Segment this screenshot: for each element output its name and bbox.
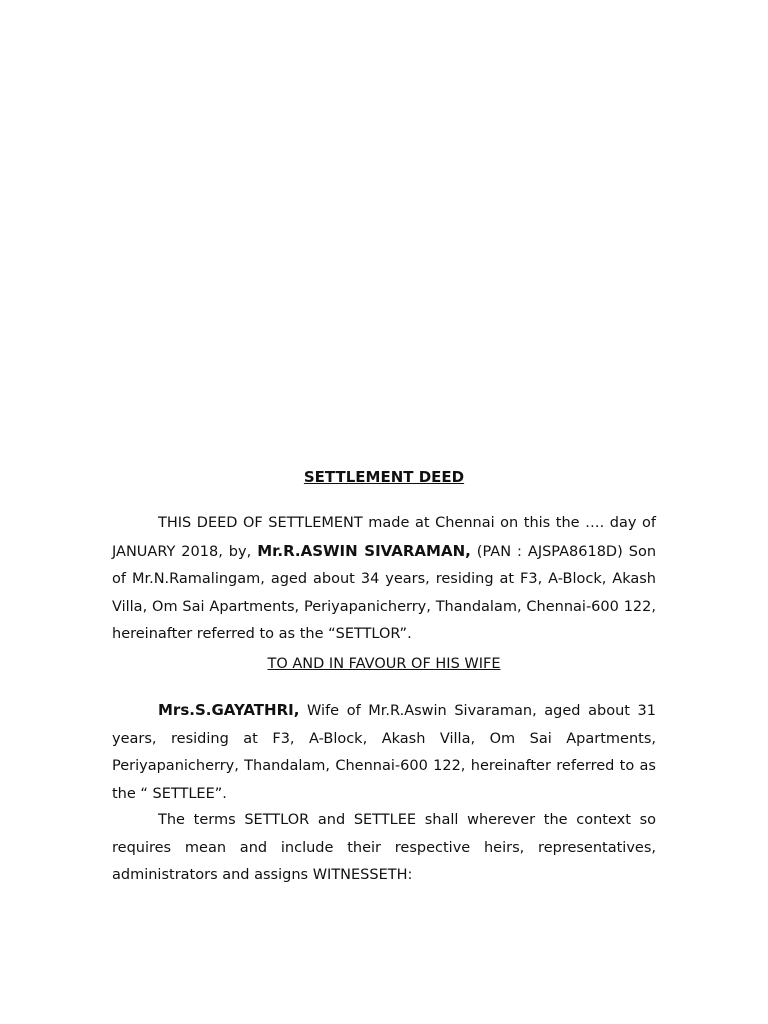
settlor-name: Mr.R.ASWIN SIVARAMAN, — [257, 541, 471, 560]
paragraph-settlor-text-b: (PAN : AJSPA8618D) Son of Mr.N.Ramalingam, aged about 34 years, residing at F3, A-Block, Akash Villa, Om Sai Apartments, Periyapanicherry, Thandalam, Chennai-600 122, hereinafter referred to as the “SETTLOR”. — [112, 543, 657, 643]
document-title: SETTLEMENT DEED — [303, 468, 465, 486]
paragraph-settlor — [112, 510, 656, 649]
paragraph-settlor-text-a: THIS DEED OF SETTLEMENT made at Chennai on this the …. day of JANUARY 2018, by, — [112, 515, 656, 560]
paragraph-terms-text: The terms SETTLOR and SETTLEE shall wherever the context so requires mean and include their respective heirs, representatives, administrators and assigns WITNESSETH: — [112, 812, 656, 884]
paragraph-terms — [112, 807, 656, 890]
settlee-name: Mrs.S.GAYATHRI, — [158, 701, 300, 719]
paragraph-settlee-text: Wife of Mr.R.Aswin Sivaraman, aged about 31 years, residing at F3, A-Block, Akash Villa, Om Sai Apartments, Periyapanicherry, Thandalam, Chennai-600 122, hereinafter referred to as the “ SETTLEE”. — [112, 703, 656, 802]
paragraph-settlee — [112, 697, 656, 808]
section-subtitle: TO AND IN FAVOUR OF HIS WIFE — [267, 656, 501, 672]
